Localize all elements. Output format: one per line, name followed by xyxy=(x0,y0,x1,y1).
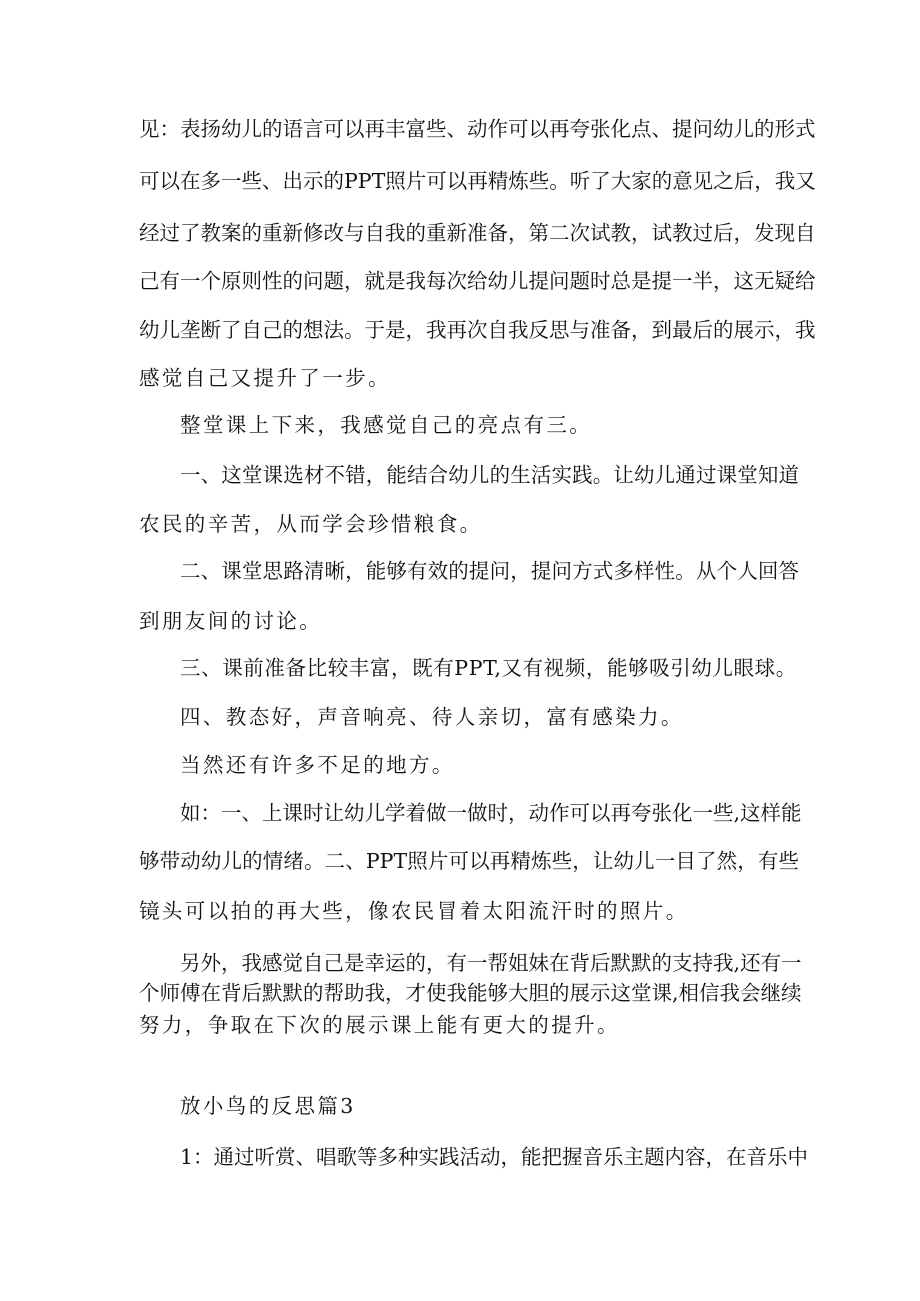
paragraph-line: 二、课堂思路清晰，能够有效的提问，提问方式多样性。从个人回答 xyxy=(180,559,799,583)
paragraph-line: 一、这堂课选材不错，能结合幼儿的生活实践。让幼儿通过课堂知道 xyxy=(180,463,799,487)
paragraph-line: 可以在多一些、出示的PPT照片可以再精炼些。听了大家的意见之后，我又 xyxy=(139,169,816,193)
paragraph-line: 整堂课上下来，我感觉自己的亮点有三。 xyxy=(180,413,593,437)
paragraph-line: 如：一、上课时让幼儿学着做一做时，动作可以再夸张化一些,这样能 xyxy=(180,801,802,825)
paragraph-line: 见：表扬幼儿的语言可以再丰富些、动作可以再夸张化点、提问幼儿的形式 xyxy=(139,117,816,141)
paragraph-line: 努力，争取在下次的展示课上能有更大的提升。 xyxy=(139,1013,620,1037)
paragraph-line: 个师傅在背后默默的帮助我，才使我能够大胆的展示这堂课,相信我会继续 xyxy=(139,981,802,1005)
paragraph-line: 到朋友间的讨论。 xyxy=(139,609,323,633)
paragraph-line: 当然还有许多不足的地方。 xyxy=(180,753,455,777)
paragraph-line: 经过了教案的重新修改与自我的重新准备，第二次试教，试教过后，发现自 xyxy=(139,221,816,245)
paragraph-line: 感觉自己又提升了一步。 xyxy=(139,366,391,390)
paragraph-line: 幼儿垄断了自己的想法。于是，我再次自我反思与准备，到最后的展示，我 xyxy=(139,318,816,342)
paragraph-line: 镜头可以拍的再大些，像农民冒着太阳流汗时的照片。 xyxy=(139,899,689,923)
paragraph-line: 三、课前准备比较丰富，既有PPT,又有视频，能够吸引幼儿眼球。 xyxy=(180,656,797,680)
paragraph-line: 够带动幼儿的情绪。二、PPT照片可以再精炼些，让幼儿一目了然，有些 xyxy=(139,849,799,873)
paragraph-line: 1：通过听赏、唱歌等多种实践活动，能把握音乐主题内容，在音乐中 xyxy=(180,1145,809,1169)
paragraph-line: 四、教态好，声音响亮、待人亲切，富有感染力。 xyxy=(180,705,684,729)
paragraph-line: 己有一个原则性的问题，就是我每次给幼儿提问题时总是提一半，这无疑给 xyxy=(139,269,816,293)
paragraph-line: 农民的辛苦，从而学会珍惜粮食。 xyxy=(139,512,483,536)
section-heading: 放小鸟的反思篇3 xyxy=(180,1094,356,1118)
paragraph-line: 另外，我感觉自己是幸运的，有一帮姐妹在背后默默的支持我,还有一 xyxy=(180,951,802,975)
